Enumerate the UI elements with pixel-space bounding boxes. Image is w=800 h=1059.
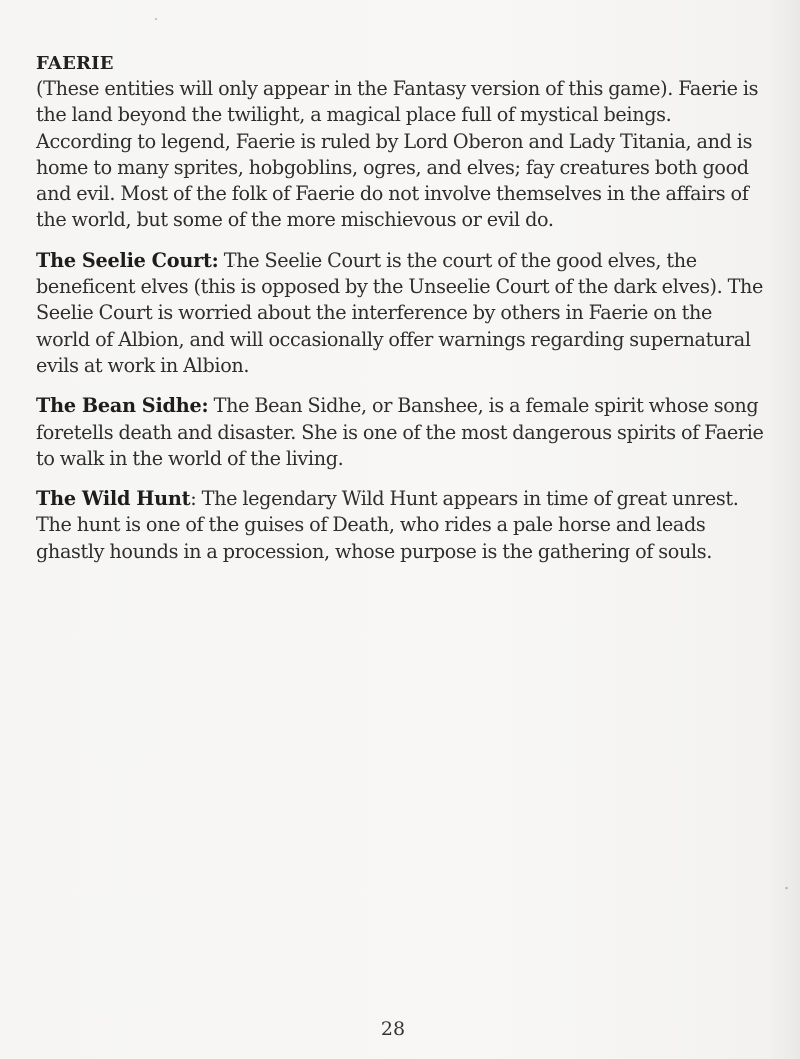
paper-speck <box>155 18 157 20</box>
entry-term: The Wild Hunt <box>36 487 191 511</box>
entry-bean-sidhe <box>36 393 771 472</box>
entry-wild-hunt <box>36 486 771 565</box>
entry-text: : The legendary Wild Hunt appears in time of great unrest. The hunt is one of the guises of Death, who rides a pale horse and leads ghastly hounds in a procession, whose purpose is the gathering of souls. <box>36 487 739 563</box>
paper-speck <box>785 887 788 889</box>
entry-term: The Seelie Court: <box>36 248 219 272</box>
section-title: FAERIE <box>36 53 114 74</box>
entry-text: The Seelie Court is the court of the good elves, the beneficent elves (this is opposed by the Unseelie Court of the dark elves). The Seelie Court is worried about the interference by others in Faerie on the world of Albion, and will occasionally offer warnings regarding supernatural evils at work in Albion. <box>36 248 764 377</box>
page-number: 28 <box>380 1018 406 1040</box>
page-content <box>36 52 771 565</box>
entry-seelie-court <box>36 248 771 379</box>
section-intro: (These entities will only appear in the Fantasy version of this game). Faerie is the land beyond the twilight, a magical place full of mystical beings. According to legend, Faerie is ruled by Lord Oberon and Lady Titania, and is home to many sprites, hobgoblins, ogres, and elves; fay creatures both good and evil. Most of the folk of Faerie do not involve themselves in the affairs of the world, but some of the more mischievous or evil do. <box>36 77 759 232</box>
entry-term: The Bean Sidhe: <box>36 394 209 418</box>
entry-text: The Bean Sidhe, or Banshee, is a female spirit whose song foretells death and disaster. She is one of the most dangerous spirits of Faerie to walk in the world of the living. <box>36 394 764 470</box>
